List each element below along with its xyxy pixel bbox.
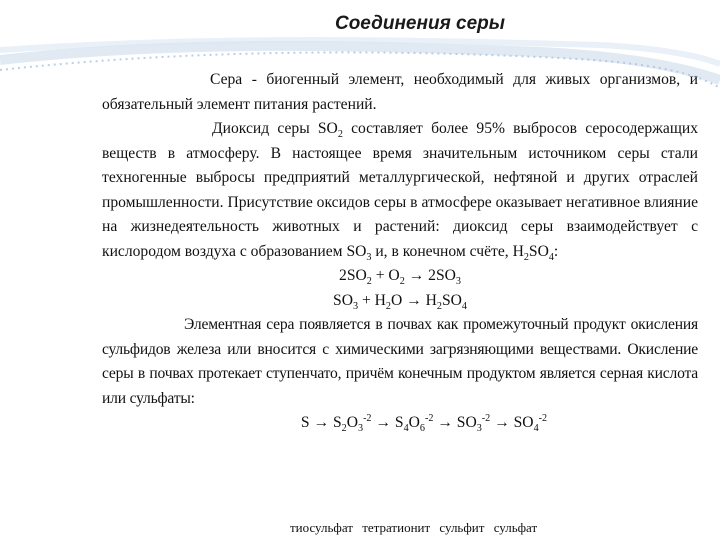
paragraph-3: Элементная сера появляется в почвах как промежуточный продукт окисления сульфидов железа или вносится с химическими загрязняющими веществами. Окисление серы в почвах протекает ступенчато, причём конечным продуктом является серная кислота или сульфаты: — [102, 316, 698, 407]
equation-2: $SO_3 + H_2O \to H_2SO_4$ — [333, 291, 467, 312]
document-body — [102, 68, 698, 436]
label-tetrathionite: тетратионит — [362, 520, 431, 535]
equation-1: $2SO_2 + O_2 \to 2SO_3$ — [339, 267, 461, 288]
page-title: Соединения серы — [334, 13, 506, 34]
paragraph-2: Диоксид серы $SO_2$ составляет более 95% выбросов серосодержащих веществ в атмосферу. В настоящее время значительным источником серы стали техногенные выбросы предприятий металлургической, нефтяной и других отраслей промышленности. Присутствие оксидов серы в атмосфере оказывает негативное влияние на жизнедеятельность животных и растений: диоксид серы взаимодействует с кислородом воздуха с образованием $SO_3$ и, в конечном счёте, $H_2SO_4$: — [102, 120, 698, 263]
label-sulfate: сульфат — [493, 520, 538, 535]
label-sulfite: сульфит — [439, 520, 485, 535]
label-thiosulfate: тиосульфат — [290, 520, 353, 535]
oxidation-chain: $S \to S_2O_3^{-2} \to S_4O_6^{-2} \to SO_3^{-2} \to SO_4^{-2}$ — [300, 412, 548, 435]
chain-labels — [290, 520, 543, 536]
paragraph-1: Сера - биогенный элемент, необходимый для живых организмов, и обязательный элемент питания растений. — [102, 71, 698, 113]
